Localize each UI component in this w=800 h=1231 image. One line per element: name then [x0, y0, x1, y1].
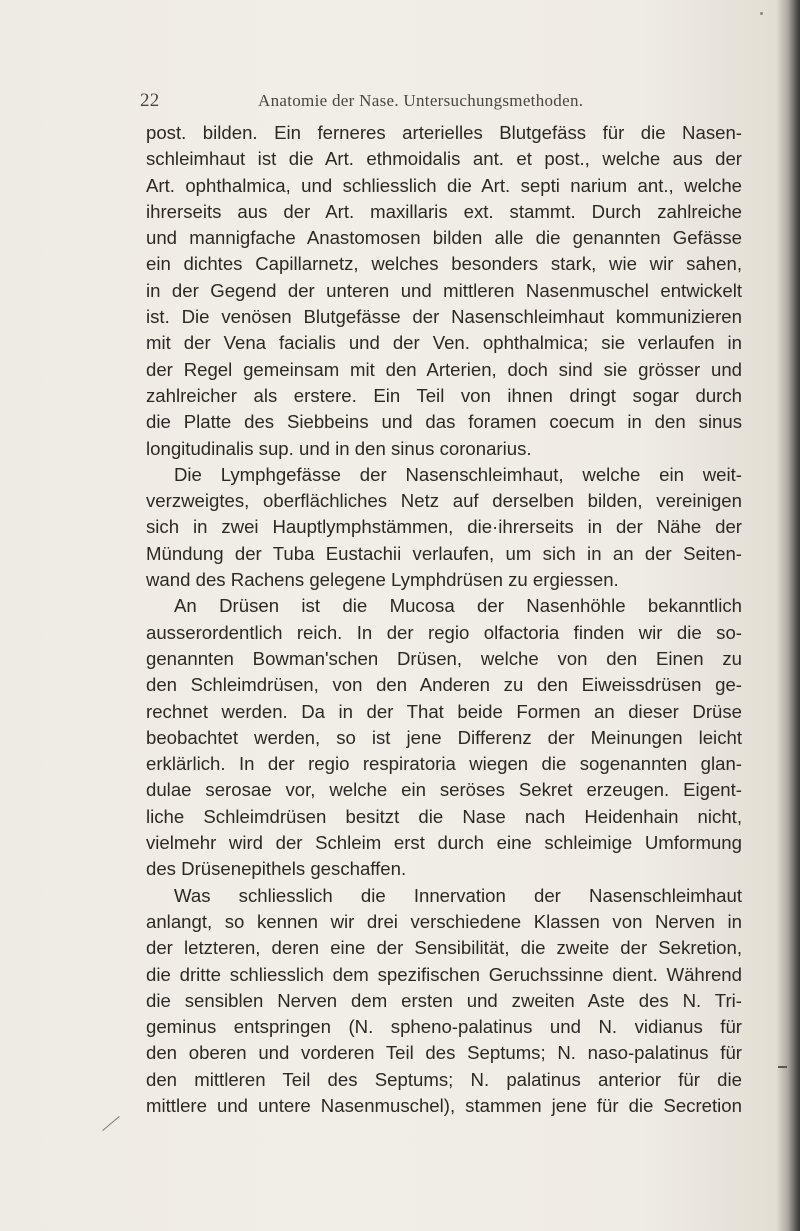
text-line: erklärlich. In der regio respiratoria wiegen die sogenannten glan- — [146, 753, 742, 775]
text-line: zahlreicher als erstere. Ein Teil von ihnen dringt sogar durch — [146, 384, 742, 406]
body-text — [146, 120, 742, 1119]
margin-mark — [778, 1066, 787, 1068]
text-line: der Regel gemeinsam mit den Arterien, doch sind sie grösser und — [146, 358, 742, 380]
text-line: des Drüsenepithels geschaffen. — [146, 858, 407, 880]
text-line: Art. ophthalmica, und schliesslich die Art. septi narium ant., welche — [146, 174, 742, 196]
text-line: liche Schleimdrüsen besitzt die Nase nach Heidenhain nicht, — [146, 805, 742, 827]
text-line: longitudinalis sup. und in den sinus coronarius. — [146, 437, 532, 459]
running-head — [140, 90, 720, 114]
text-line: ausserordentlich reich. In der regio olfactoria finden wir die so- — [146, 621, 742, 643]
text-line: den Schleimdrüsen, von den Anderen zu den Eiweissdrüsen ge- — [146, 674, 742, 696]
text-line: mit der Vena facialis und der Ven. ophthalmica; sie verlaufen in — [146, 332, 742, 354]
text-line: den oberen und vorderen Teil des Septums; N. naso-palatinus für — [146, 1042, 742, 1064]
text-line: mittlere und untere Nasenmuschel), stammen jene für die Secretion — [146, 1094, 742, 1116]
text-line: Die Lymphgefässe der Nasenschleimhaut, welche ein weit- — [174, 463, 742, 485]
text-line: den mittleren Teil des Septums; N. palatinus anterior für die — [146, 1068, 742, 1090]
print-speck — [760, 12, 763, 15]
text-line: die dritte schliesslich dem spezifischen Geruchssinne dient. Während — [146, 963, 742, 985]
text-line: und mannigfache Anastomosen bilden alle die genannten Gefässe — [146, 227, 742, 249]
text-line: ist. Die venösen Blutgefässe der Nasenschleimhaut kommunizieren — [146, 306, 742, 328]
text-line: post. bilden. Ein ferneres arterielles Blutgefäss für die Nasen- — [146, 122, 742, 143]
text-line: dulae serosae vor, welche ein seröses Sekret erzeugen. Eigent- — [146, 779, 742, 801]
page-number: 22 — [140, 90, 160, 111]
text-line: ein dichtes Capillarnetz, welches besonders stark, wie wir sahen, — [146, 253, 742, 275]
text-line: die sensiblen Nerven dem ersten und zweiten Aste des N. Tri- — [146, 989, 742, 1011]
text-line: rechnet werden. Da in der That beide Formen an dieser Drüse — [146, 700, 742, 722]
running-title: Anatomie der Nase. Untersuchungsmethoden. — [258, 91, 584, 110]
pencil-mark — [102, 1116, 119, 1131]
text-line: genannten Bowman'schen Drüsen, welche von den Einen zu — [146, 647, 742, 669]
text-line: Was schliesslich die Innervation der Nasenschleimhaut — [174, 884, 742, 906]
text-line: sich in zwei Hauptlymphstämmen, die·ihrerseits in der Nähe der — [146, 516, 742, 538]
page-edge-shadow — [788, 0, 800, 1231]
text-line: beobachtet werden, so ist jene Differenz der Meinungen leicht — [146, 726, 742, 748]
text-line: Mündung der Tuba Eustachii verlaufen, um sich in an der Seiten- — [146, 542, 742, 564]
text-line: in der Gegend der unteren und mittleren Nasenmuschel entwickelt — [146, 279, 742, 301]
text-line: ihrerseits aus der Art. maxillaris ext. stammt. Durch zahlreiche — [146, 200, 742, 222]
text-line: schleimhaut ist die Art. ethmoidalis ant. et post., welche aus der — [146, 148, 742, 170]
text-line: vielmehr wird der Schleim erst durch eine schleimige Umformung — [146, 832, 742, 854]
text-line: An Drüsen ist die Mucosa der Nasenhöhle bekanntlich — [174, 595, 742, 617]
text-line: die Platte des Siebbeins und das foramen coecum in den sinus — [146, 411, 742, 433]
text-line: verzweigtes, oberflächliches Netz auf derselben bilden, vereinigen — [146, 490, 742, 512]
text-line: geminus entspringen (N. spheno-palatinus und N. vidianus für — [146, 1016, 742, 1038]
text-line: der letzteren, deren eine der Sensibilität, die zweite der Sekretion, — [146, 937, 742, 959]
text-line: anlangt, so kennen wir drei verschiedene Klassen von Nerven in — [146, 910, 742, 932]
text-line: wand des Rachens gelegene Lymphdrüsen zu ergiessen. — [146, 569, 619, 591]
